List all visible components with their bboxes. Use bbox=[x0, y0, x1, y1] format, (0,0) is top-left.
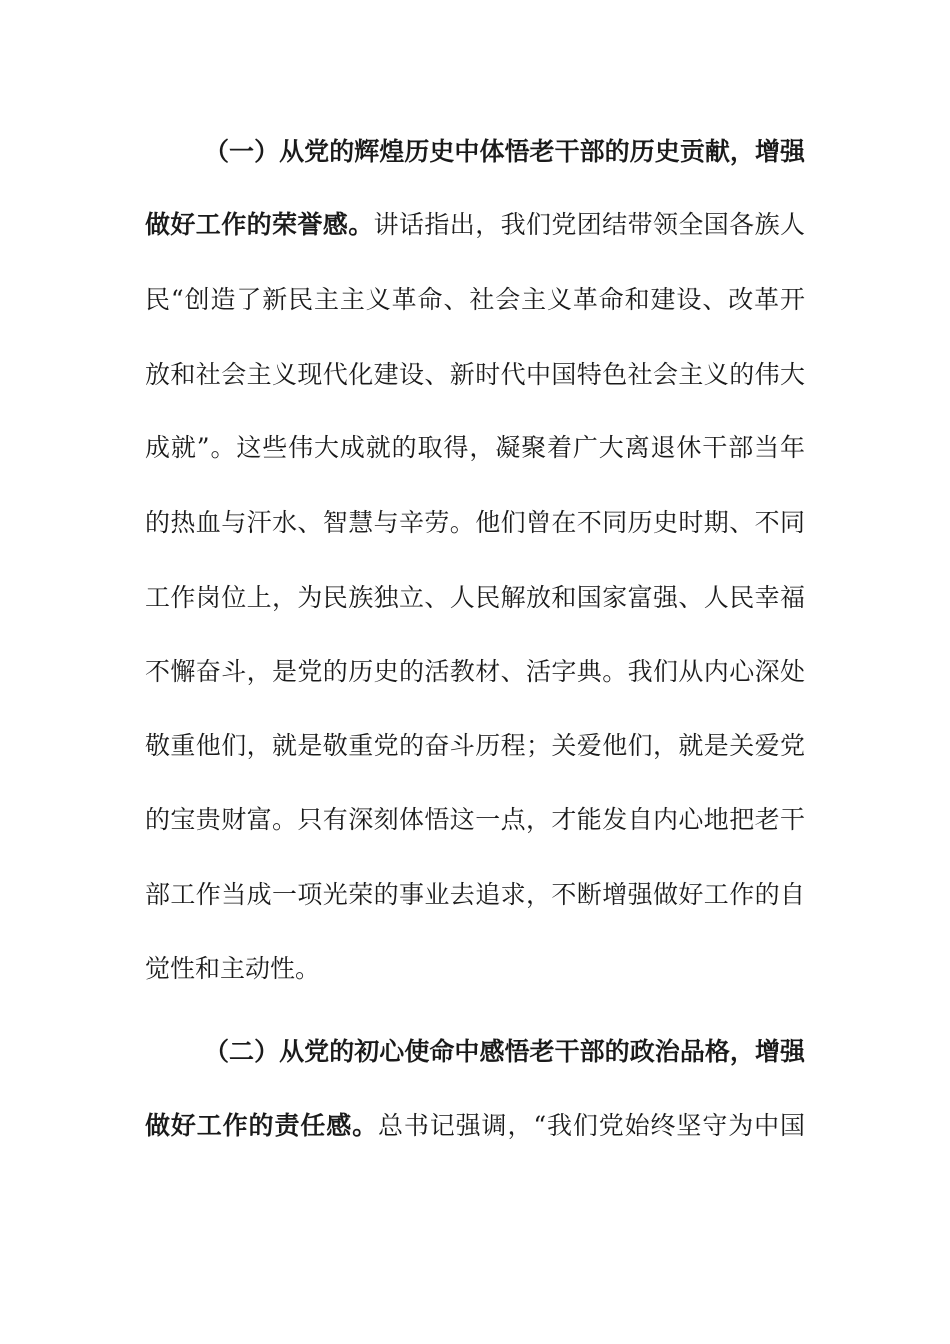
section-2-line-2 bbox=[145, 1106, 805, 1146]
normal-text: 放和社会主义现代化建设、新时代中国特色社会主义的伟大 bbox=[145, 360, 805, 389]
section-1-heading-line-1 bbox=[204, 132, 805, 172]
section-1-line-3 bbox=[145, 280, 805, 320]
bold-text: 做好工作的荣誉感。 bbox=[145, 210, 374, 239]
normal-text: 成就”。这些伟大成就的取得，凝聚着广大离退休干部当年 bbox=[145, 433, 805, 462]
normal-text: 总书记强调，“我们党始终坚守为中国 bbox=[378, 1111, 805, 1140]
bold-text: （二）从党的初心使命中感悟老干部的政治品格，增强 bbox=[204, 1037, 805, 1066]
normal-text: 敬重他们，就是敬重党的奋斗历程；关爱他们，就是关爱党 bbox=[145, 731, 805, 760]
section-1-line-12 bbox=[145, 949, 805, 989]
normal-text: 民“创造了新民主主义革命、社会主义革命和建设、改革开 bbox=[145, 285, 805, 314]
section-1-line-5 bbox=[145, 428, 805, 468]
section-1-line-2 bbox=[145, 205, 805, 245]
normal-text: 讲话指出，我们党团结带领全国各族人 bbox=[373, 210, 805, 239]
section-1-line-11 bbox=[145, 875, 805, 915]
section-1-line-8 bbox=[145, 652, 805, 692]
normal-text: 的热血与汗水、智慧与辛劳。他们曾在不同历史时期、不同 bbox=[145, 508, 805, 537]
section-2-heading-line-1 bbox=[204, 1032, 805, 1072]
normal-text: 不懈奋斗，是党的历史的活教材、活字典。我们从内心深处 bbox=[145, 657, 805, 686]
section-1-line-6 bbox=[145, 503, 805, 543]
normal-text: 觉性和主动性。 bbox=[145, 954, 321, 983]
section-1-line-4 bbox=[145, 355, 805, 395]
section-1-line-7 bbox=[145, 578, 805, 618]
bold-text: 做好工作的责任感。 bbox=[145, 1111, 378, 1140]
bold-text: （一）从党的辉煌历史中体悟老干部的历史贡献，增强 bbox=[204, 137, 805, 166]
normal-text: 的宝贵财富。只有深刻体悟这一点，才能发自内心地把老干 bbox=[145, 805, 805, 834]
section-1-line-10 bbox=[145, 800, 805, 840]
normal-text: 工作岗位上，为民族独立、人民解放和国家富强、人民幸福 bbox=[145, 583, 805, 612]
normal-text: 部工作当成一项光荣的事业去追求，不断增强做好工作的自 bbox=[145, 880, 805, 909]
section-1-line-9 bbox=[145, 726, 805, 766]
